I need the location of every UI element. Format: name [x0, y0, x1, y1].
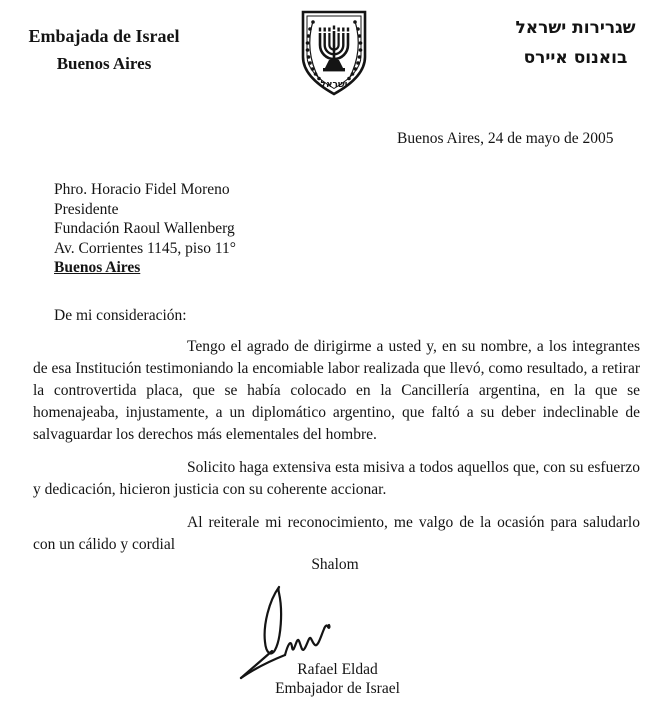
signer-title: Embajador de Israel — [275, 679, 400, 697]
signature-block — [245, 661, 430, 698]
recipient-city: Buenos Aires — [54, 259, 141, 277]
body-paragraph-1: Tengo el agrado de dirigirme a usted y, en su nombre, a los integrantes de esa Institución testimoniando la encomiable labor realizada que llevó, como resultado, a retirar la controvertida placa, que se había colocado en la Cancillería argentina, en la que se homenajeaba, injustamente, a un diplomático argentino, que faltó a su deber indeclinable de salvaguardar los derechos más elementales del hombre. — [33, 338, 640, 443]
signer-name: Rafael Eldad — [297, 661, 378, 678]
letterhead-hebrew — [493, 13, 658, 73]
emblem-hebrew-label: ישראל — [320, 80, 348, 90]
menorah-icon — [319, 26, 349, 72]
embassy-name-spanish: Embajada de Israel — [28, 26, 180, 46]
recipient-name: Phro. Horacio Fidel Moreno — [54, 181, 230, 198]
letter-body — [33, 336, 640, 567]
embassy-city-spanish: Buenos Aires — [56, 54, 152, 73]
body-paragraph-2: Solicito haga extensiva esta misiva a todos aquellos que, con su esfuerzo y dedicación, hicieron justicia con su coherente accionar. — [33, 459, 640, 498]
embassy-city-hebrew: בואנוס איירס — [523, 48, 628, 68]
salutation: De mi consideración: — [54, 307, 187, 324]
israel-emblem-icon — [296, 8, 372, 98]
embassy-name-hebrew: שגרירות ישראל — [515, 18, 636, 38]
recipient-address: Av. Corrientes 1145, piso 11° — [54, 239, 236, 257]
letterhead-spanish — [8, 26, 200, 74]
date-line: Buenos Aires, 24 de mayo de 2005 — [397, 130, 614, 147]
body-paragraph-3: Al reiterale mi reconocimiento, me valgo de la ocasión para saludarlo con un cálido y cordial — [33, 514, 640, 553]
recipient-block — [54, 180, 236, 278]
recipient-title: Presidente — [54, 200, 119, 218]
recipient-organization: Fundación Raoul Wallenberg — [54, 220, 235, 238]
valediction: Shalom — [311, 556, 359, 573]
